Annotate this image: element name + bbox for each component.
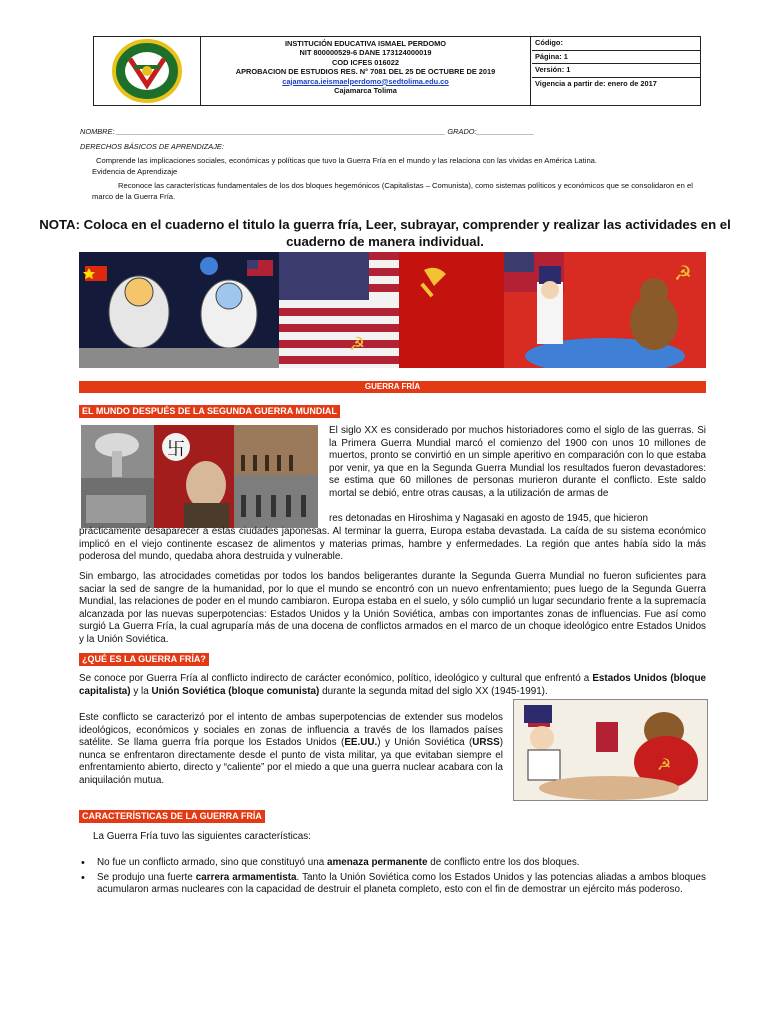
section1-paragraph2: Sin embargo, las atrocidades cometidas por todos los bandos beligerantes durante la Segunda Guerra Mundial no fueron suficientes para saciar la sed de sangre de la humanidad, por lo que el mundo se encontró con un nuevo enfrentamiento; pues luego de la Segunda Guerra Mundial, las relaciones de poder en el mundo cambiaron. Europa estaba en el suelo, y sólo cumplió un lugar secundario frente a la supremacía alcanzada por las nuevas superpotencias: Estados Unidos y la Unión Soviética, ambas con importantes zonas de influencias. Fue así como surgió La Guerra Fría, la cual agruparía más de una docena de conflictos armados en el marco de un choque ideológico entre Estados Unidos y la Unión Soviética. — [79, 571, 706, 645]
document-header — [93, 36, 701, 106]
ww2-photo-collage — [81, 425, 318, 528]
s2p2-urss-bold: URSS — [472, 737, 500, 749]
name-grade-line: NOMBRE: ________________________________________________________________________________ GRADO:______________ — [80, 127, 535, 136]
section-title-world-after-ww2: EL MUNDO DESPUÉS DE LA SEGUNDA GUERRA MUNDIAL — [79, 405, 340, 418]
cold-war-banner-image — [79, 252, 706, 368]
section1-paragraph1-part1: El siglo XX es considerado por muchos historiadores como el siglo de las guerras. Si la Primera Guerra Mundial marcó el comienzo del 1900 con unos 10 millones de muertos, pronto se convirtió en un simple aperitivo en comparación con lo que estaba por venir, ya que en la Segunda Guerra Mundial los resultados fueron devastadores: se estima que 60 millones de personas murieron durante el conflicto. Este saldo mortal se debió, entre otras causas, a la utilización de armas de — [329, 425, 706, 499]
svg-text:☭: ☭ — [657, 755, 672, 774]
section3-intro: La Guerra Fría tuvo las siguientes características: — [93, 831, 311, 842]
uncle-sam-vs-bear-cartoon — [513, 699, 708, 801]
document-meta — [532, 37, 700, 105]
s2p1-text-a: Se conoce por Guerra Fría al conflicto indirecto de carácter económico, político, ideológico y cultural que enfrentó a — [79, 673, 590, 684]
characteristics-list — [79, 857, 706, 897]
institution-approval: APROBACION DE ESTUDIOS RES. N° 7081 DEL 25 DE OCTUBRE DE 2019 — [235, 67, 496, 77]
s2p1-usa-bold: Estados Unidos (bloque capitalista) — [79, 673, 706, 697]
svg-text:☭: ☭ — [349, 334, 366, 355]
section1-paragraph1-line: res detonadas en Hiroshima y Nagasaki en agosto de 1945, que hicieron — [329, 513, 648, 524]
s2p2-eeuu-bold: EE.UU. — [344, 737, 378, 749]
instruction-note: NOTA: Coloca en el cuaderno el titulo la guerra fría, Leer, subrayar, comprender y realizar las actividades en el cuaderno de manera individual. — [39, 217, 731, 249]
institution-info — [201, 37, 531, 105]
s2p2-text-b: ) y Unión Soviética ( — [377, 737, 473, 749]
dba-title: DERECHOS BÁSICOS DE APRENDIZAJE: — [80, 142, 224, 151]
meta-vigencia: Vigencia a partir de: enero de 2017 — [535, 79, 657, 88]
section-title-what-is-cold-war: ¿QUÉ ES LA GUERRA FRÍA? — [79, 653, 209, 666]
s2p2-text-a: Este conflicto se caracterizó por el intento de ambas superpotencias de extender sus modelos ideológicos, económicos y sociales en zonas de influencia a través de los llamados países satélite. Se llama guerra fría porque los Estados Unidos ( — [79, 712, 503, 749]
institution-city: Cajamarca Tolima — [334, 86, 397, 96]
institution-name: INSTITUCIÓN EDUCATIVA ISMAEL PERDOMO — [284, 39, 447, 48]
s2p2-text-c: ) nunca se enfrentaron directamente desde el punto de vista militar, ya que evitaban siempre el enfrentamiento abierto, directo y “caliente” por el miedo a que una guerra nuclear acabara con la aniquilación mutua. — [79, 737, 504, 786]
dba-text: Comprende las implicaciones sociales, económicas y políticas que tuvo la Guerra Fría en el mundo y las relaciona con las vividas en América Latina. — [96, 156, 598, 165]
list-item — [79, 857, 706, 870]
section2-paragraph1 — [79, 673, 706, 698]
b2-bold: carrera armamentista — [195, 871, 297, 883]
list-item — [79, 872, 706, 897]
meta-version: Versión: 1 — [532, 64, 700, 78]
s2p1-text-y: y la — [130, 685, 152, 697]
section-title-characteristics: CARACTERÍSTICAS DE LA GUERRA FRÍA — [79, 810, 265, 823]
meta-pagina: Página: 1 — [532, 51, 700, 64]
main-title-bar: GUERRA FRÍA — [79, 381, 706, 393]
b2-text-a: Se produjo una fuerte — [97, 871, 196, 883]
evidence-text: Reconoce las características fundamentales de los dos bloques hegemónicos (Capitalistas – Comunista), como sistemas políticos y económicos que se consolidaron en el marco de la Guerra Fría. — [92, 181, 693, 201]
institution-nit: NIT 800000529-6 DANE 173124000019 — [299, 48, 432, 58]
svg-text:卐: 卐 — [167, 439, 185, 460]
svg-text:☭: ☭ — [674, 261, 692, 285]
b2-text-c: . Tanto la Unión Soviética como los Estados Unidos y las potencias aliadas a ambos bloques acumularon armas nucleares con la capacidad de destruir el planeta completo, esto con el fin de demostrar un ejército más poderoso. — [97, 871, 706, 896]
section1-paragraph1-part2: prácticamente desaparecer a estas ciudades japonesas. Al terminar la guerra, Europa estaba devastada. La caída de su sistema económico implicó en el viejo continente escasez de alimentos y materias primas, hambre y enfermedades. La región que antes había sido la más poderosa del mundo, quedaba ahora destruida y vulnerable. — [79, 526, 706, 563]
b1-text-a: No fue un conflicto armado, sino que constituyó una — [97, 857, 328, 868]
institution-email-link[interactable]: cajamarca.ieismaelperdomo@sedtolima.edu.co — [282, 76, 449, 86]
section2-paragraph2 — [79, 712, 503, 788]
b1-bold: amenaza permanente — [327, 857, 428, 868]
s2p1-text-c: durante la segunda mitad del siglo XX (1945-1991). — [319, 685, 548, 697]
meta-codigo: Código: — [532, 37, 700, 51]
institution-icfes: COD ICFES 016022 — [332, 57, 399, 67]
s2p1-ussr-bold: Unión Soviética (bloque comunista) — [151, 685, 320, 697]
evidence-title: Evidencia de Aprendizaje — [92, 167, 178, 176]
b1-text-c: de conflicto entre los dos bloques. — [427, 857, 580, 868]
school-logo — [94, 37, 201, 105]
